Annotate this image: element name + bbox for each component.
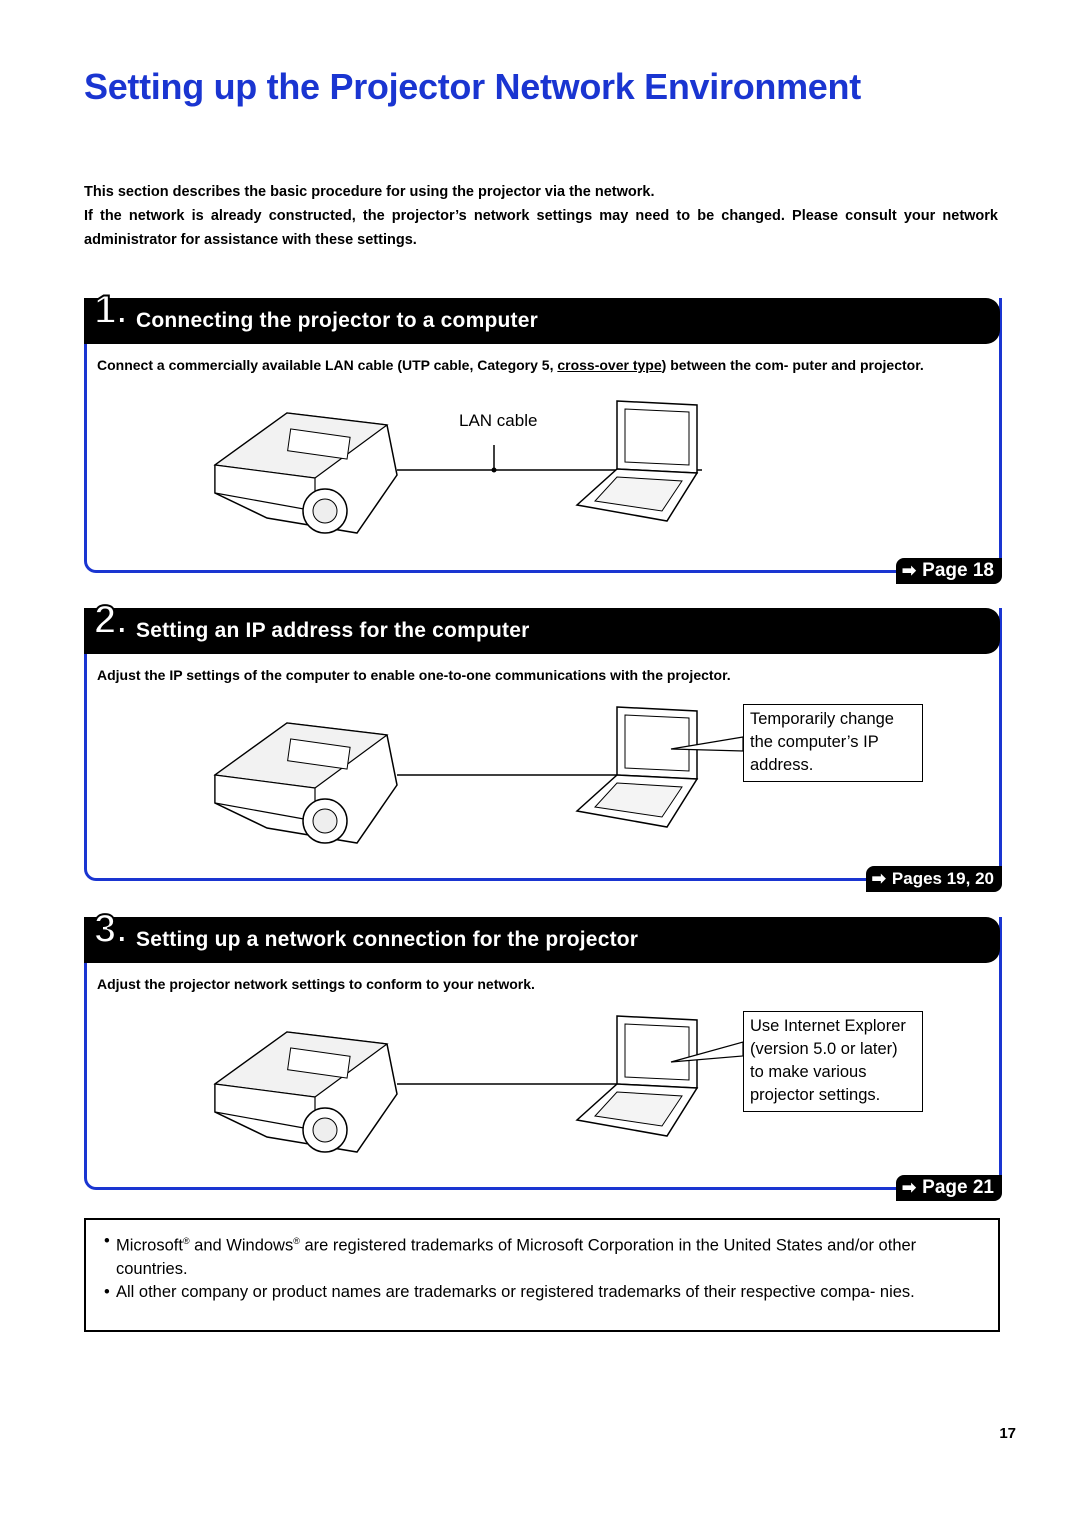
trademark-notes [84,1218,1000,1332]
section-header [84,907,1000,963]
section-title: Setting up a network connection for the projector [136,928,639,951]
page-ref-19-20[interactable]: ➡ Pages 19, 20 [866,866,1002,892]
intro-text [84,180,998,252]
lan-cable-label: LAN cable [459,411,538,430]
laptop-icon [577,401,697,521]
section-description: Adjust the projector network settings to conform to your network. [97,976,535,992]
section-description: Adjust the IP settings of the computer to enable one-to-one communications with the projector. [97,667,731,683]
section-header [84,288,1000,344]
intro-line-1: This section describes the basic procedure for using the projector via the network. [84,184,655,200]
connection-diagram [197,1012,757,1172]
projector-icon [215,413,397,533]
section-number: 3. [94,907,128,951]
note-item: • Microsoft® and Windows® are registered trademarks of Microsoft Corporation in the United States and/or other countries. [104,1230,988,1281]
connection-diagram [197,703,757,863]
arrow-right-icon: ➡ [901,561,917,580]
section-description: Connect a commercially available LAN cable (UTP cable, Category 5, cross-over type) between the com- puter and projector. [97,357,924,373]
page-ref-18[interactable]: ➡ Page 18 [896,558,1002,584]
page-ref-21[interactable]: ➡ Page 21 [896,1175,1002,1201]
connection-diagram [197,393,737,553]
arrow-right-icon: ➡ [901,1178,917,1197]
section-network-connection [84,907,1002,1198]
page-number: 17 [999,1425,1016,1442]
cross-over-link: cross-over type [557,357,662,373]
section-number: 2. [94,598,128,642]
note-item: • All other company or product names are trademarks or registered trademarks of their respective compa- nies. [104,1281,988,1304]
intro-line-2: If the network is already constructed, the projector’s network settings may need to be changed. Please consult your network administrator for assistance with these settings. [84,208,998,248]
section-header [84,598,1000,654]
section-title: Setting an IP address for the computer [136,619,530,642]
page-title: Setting up the Projector Network Environment [84,66,861,107]
projector-icon [215,723,397,843]
projector-icon [215,1032,397,1152]
section-title: Connecting the projector to a computer [136,309,538,332]
laptop-icon [577,1016,697,1136]
laptop-icon [577,707,697,827]
section-connect [84,288,1002,581]
ip-callout: Temporarily change the computer’s IP address. [743,704,923,782]
section-number: 1. [94,288,128,332]
arrow-right-icon: ➡ [871,869,886,888]
section-ip-address [84,598,1002,888]
ie-callout: Use Internet Explorer (version 5.0 or later) to make various projector settings. [743,1011,923,1112]
